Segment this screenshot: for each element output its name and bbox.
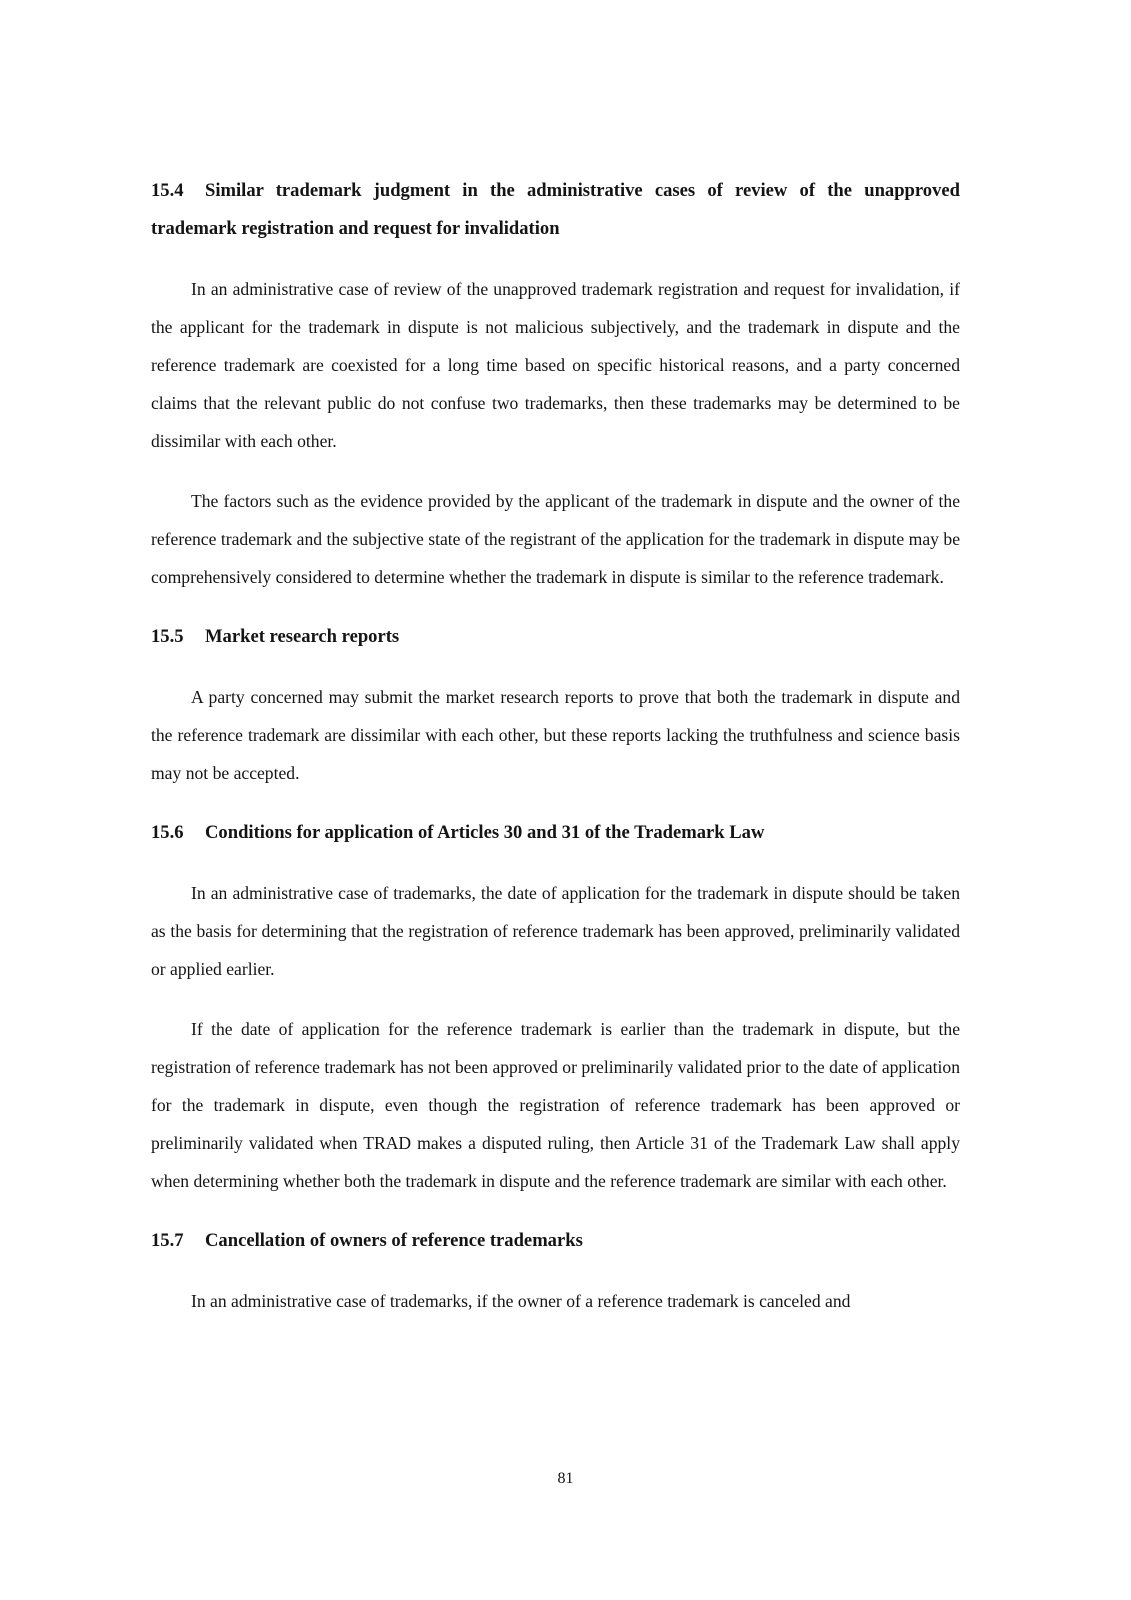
page-number: 81 xyxy=(557,1470,574,1487)
section-heading-15-6 xyxy=(151,814,960,852)
paragraph: In an administrative case of trademarks, the date of application for the trademark in dispute should be taken as the basis for determining that the registration of reference trademark has been approved, preliminarily validated or applied earlier. xyxy=(151,883,960,979)
section-number: 15.6 xyxy=(151,822,184,843)
section-heading-15-7 xyxy=(151,1222,960,1260)
paragraph: If the date of application for the reference trademark is earlier than the trademark in dispute, but the registration of reference trademark has not been approved or preliminarily validated prior to the date of application for the trademark in dispute, even though the registration of reference trademark has been approved or preliminarily validated when TRAD makes a disputed ruling, then Article 31 of the Trademark Law shall apply when determining whether both the trademark in dispute and the reference trademark are similar with each other. xyxy=(151,1019,960,1191)
paragraph: In an administrative case of trademarks, if the owner of a reference trademark is canceled and xyxy=(191,1291,851,1311)
section-title: Conditions for application of Articles 30 and 31 of the Trademark Law xyxy=(205,822,765,843)
section-number: 15.4 xyxy=(151,180,184,201)
page-content xyxy=(151,172,960,1320)
paragraph: The factors such as the evidence provided by the applicant of the trademark in dispute and the owner of the reference trademark and the subjective state of the registrant of the application for the trademark in dispute may be comprehensively considered to determine whether the trademark in dispute is similar to the reference trademark. xyxy=(151,491,960,587)
section-heading-15-5 xyxy=(151,618,960,656)
section-title: Market research reports xyxy=(205,626,400,647)
section-title: Cancellation of owners of reference trademarks xyxy=(205,1230,583,1251)
section-heading-15-4 xyxy=(151,172,960,248)
section-number: 15.7 xyxy=(151,1230,184,1251)
section-number: 15.5 xyxy=(151,626,184,647)
section-title: Similar trademark judgment in the administrative cases of review of the unapproved trademark registration and request for invalidation xyxy=(151,180,960,239)
paragraph: In an administrative case of review of the unapproved trademark registration and request for invalidation, if the applicant for the trademark in dispute is not malicious subjectively, and the trademark in dispute and the reference trademark are coexisted for a long time based on specific historical reasons, and a party concerned claims that the relevant public do not confuse two trademarks, then these trademarks may be determined to be dissimilar with each other. xyxy=(151,279,960,451)
paragraph: A party concerned may submit the market research reports to prove that both the trademark in dispute and the reference trademark are dissimilar with each other, but these reports lacking the truthfulness and science basis may not be accepted. xyxy=(151,687,960,783)
